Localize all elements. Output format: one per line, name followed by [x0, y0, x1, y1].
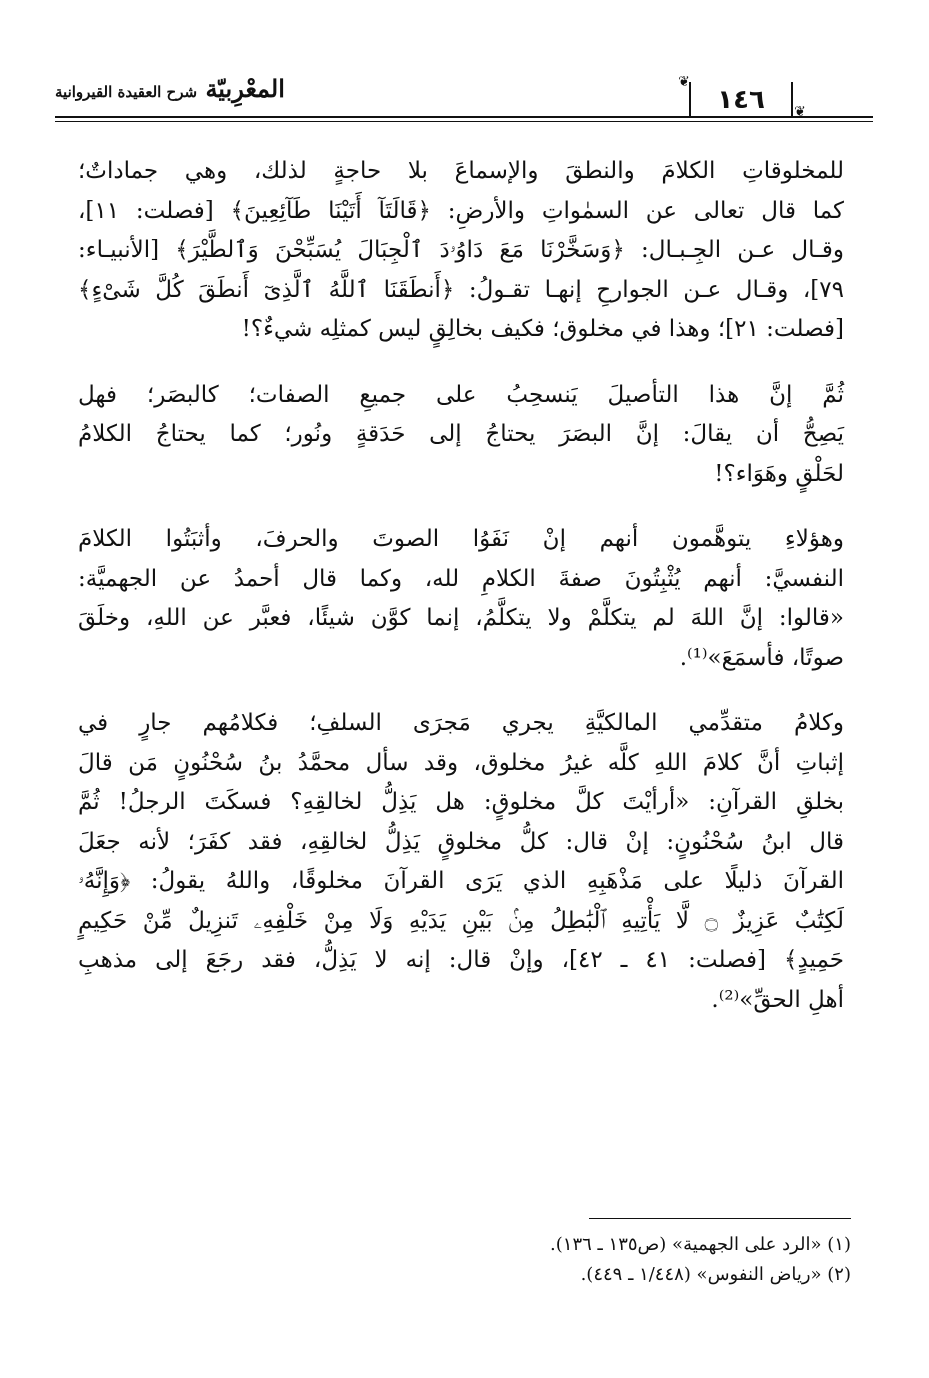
paragraph [78, 376, 844, 495]
page-number: ١٤٦ [689, 82, 793, 118]
ornament-icon: ❦ [794, 104, 806, 120]
ornament-icon: ❦ [678, 74, 690, 90]
book-title [55, 74, 285, 103]
main-text [78, 152, 844, 1030]
text-line: «قالوا: إنَّ اللهَ لم يتكلَّمْ ولا يتكلَّمُ، إنما كوَّن شيئًا، فعبَّر عن اللهِ، وخلَقَ [78, 605, 844, 631]
text-line: النفسيَّ: أنهم يُثْبِتُونَ صفةَ الكلامِ لله، وكما قال أحمدُ عن الجهميَّة: [78, 565, 844, 592]
text-line: القرآنَ ذليلًا على مَذْهَبِهِ الذي يَرَى القرآنَ مخلوقًا، واللهُ يقولُ: ﴿وَإِنَّهُۥ [78, 868, 844, 894]
text-line: إثباتِ أنَّ كلامَ اللهِ كلَّه غيرُ مخلوق، وقد سأل محمَّدُ بنُ سُحْنُونٍ مَن قالَ [78, 749, 844, 776]
footnote: (١) «الرد على الجهمية» (ص١٣٥ ـ ١٣٦). [550, 1234, 851, 1255]
text-line: وكلامُ متقدِّمي المالكيَّةِ يجري مَجرَى السلفِ؛ فكلامُهم جارٍ في [78, 710, 844, 736]
paragraph [78, 704, 844, 1020]
text-line: [فصلت: ٢١]؛ وهذا في مخلوق؛ فكيف بخالِقٍ ليس كمثلِه شيءٌ؟! [241, 316, 844, 342]
footnote: (٢) «رياض النفوس» (١/٤٤٨ ـ ٤٤٩). [580, 1264, 851, 1285]
text-line: كما قال تعالى عن السمٰواتِ والأرضِ: ﴿قَالَتَآ أَتَيْنَا طَآئِعِينَ﴾ [فصلت: ١١]، [78, 197, 844, 224]
footnotes [85, 1230, 851, 1290]
book-title-subtitle: شرح العقيدة القيروانية [55, 83, 198, 101]
text-line: لَكِتَٰبٌ عَزِيزٌ ۝ لَّا يَأْتِيهِ ٱلْبَٰطِلُ مِنۢ بَيْنِ يَدَيْهِ وَلَا مِنْ خَلْفِهِۦ تَنزِيلٌ مِّنْ حَكِيمٍ [78, 907, 845, 934]
text-line: صوتًا، فأسمَعَ»⁽¹⁾. [679, 644, 844, 671]
paragraph [78, 152, 844, 350]
text-line: أهلِ الحقِّ»⁽²⁾. [711, 986, 844, 1013]
text-line: للمخلوقاتِ الكلامَ والنطقَ والإسماعَ بلا حاجةٍ لذلك، وهي جماداتٌ؛ [78, 158, 844, 184]
paragraph [78, 520, 844, 678]
text-line: يَصِحُّ أن يقالَ: إنَّ البصَرَ يحتاجُ إلى حَدَقةٍ ونُور؛ كما يحتاجُ الكلامُ [78, 421, 844, 447]
text-line: وهؤلاءِ يتوهَّمون أنهم إنْ نَفَوُا الصوتَ والحرفَ، وأثبَتُوا الكلامَ [78, 526, 844, 552]
book-title-main: المعْرِبيّة [205, 74, 285, 103]
header-rule-thin [55, 121, 873, 122]
text-line: ثُمَّ إنَّ هذا التأصيلَ يَنسحِبُ على جميعِ الصفات؛ كالبصَر؛ فهل [78, 381, 844, 408]
text-line: وقـال عـن الجِـبـال: ﴿وَسَخَّرْنَا مَعَ دَاوُۥدَ ٱلْجِبَالَ يُسَبِّحْنَ وَٱلطَّيْرَ﴾ [الأنبيـاء: [78, 237, 844, 263]
header-rule [55, 116, 873, 118]
text-line: ٧٩]، وقـال عـن الجوارحِ إنهـا تقـولُ: ﴿أَنطَقَنَا ٱللَّهُ ٱلَّذِىٓ أَنطَقَ كُلَّ شَىْءٍ﴾ [78, 276, 844, 303]
text-line: قال ابنُ سُحْنُونٍ: إنْ قال: كلُّ مخلوقٍ يَذِلُّ لخالقِهِ، فقد كفَرَ؛ لأنه جعَلَ [78, 828, 844, 855]
text-line: لحَلْقٍ وهَوَاء؟! [714, 460, 844, 487]
text-line: حَمِيدٍ﴾ [فصلت: ٤١ ـ ٤٢]، وإنْ قال: إنه لا يَذِلُّ، فقد رجَعَ إلى مذهبِ [78, 947, 844, 973]
text-line: بخلقِ القرآنِ: «أرأيْتَ كلَّ مخلوقٍ: هل يَذِلُّ لخالقِهِ؟ فسكَتَ الرجلُ! ثُمَّ [78, 789, 844, 815]
footnote-separator [589, 1218, 851, 1219]
page-header [55, 70, 873, 130]
